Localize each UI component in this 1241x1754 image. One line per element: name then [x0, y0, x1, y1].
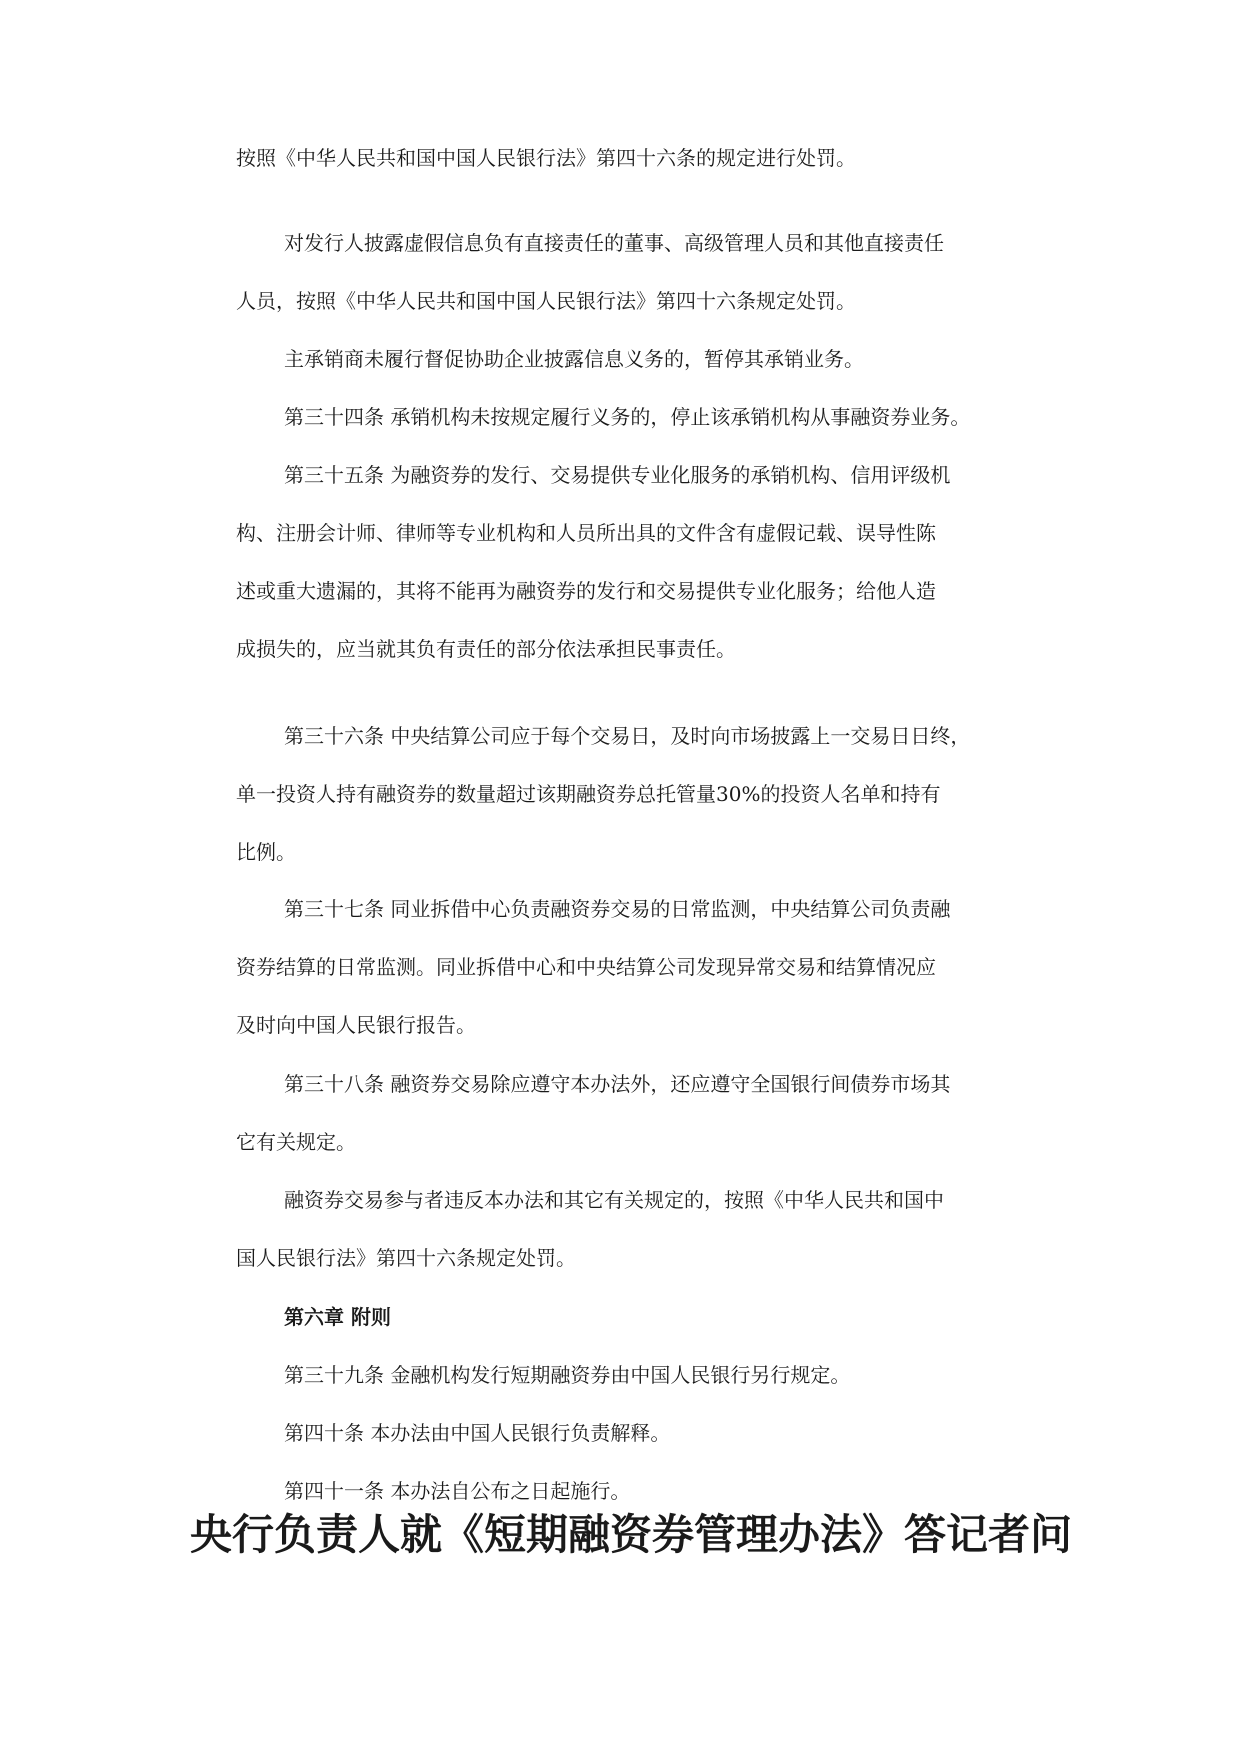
text-line: 单一投资人持有融资券的数量超过该期融资券总托管量30%的投资人名单和持有	[236, 782, 941, 806]
text-line: 第四十条 本办法由中国人民银行负责解释。	[284, 1421, 671, 1445]
text-line: 第四十一条 本办法自公布之日起施行。	[284, 1479, 631, 1503]
paragraph-lead-underwriter	[236, 330, 1016, 388]
paragraph-trading-participants	[236, 1171, 1016, 1287]
text-line: 第三十七条 同业拆借中心负责融资券交易的日常监测，中央结算公司负责融	[284, 897, 951, 921]
article-37	[236, 880, 1016, 1054]
text-line: 融资券交易参与者违反本办法和其它有关规定的，按照《中华人民共和国中	[284, 1188, 944, 1212]
article-40	[236, 1404, 1016, 1462]
text-line: 第三十八条 融资券交易除应遵守本办法外，还应遵守全国银行间债券市场其	[284, 1072, 951, 1096]
paragraph-penalty-continuation	[236, 129, 1016, 187]
article-36	[236, 707, 1016, 881]
text-line: 主承销商未履行督促协助企业披露信息义务的，暂停其承销业务。	[284, 347, 864, 371]
text-line: 第三十四条 承销机构未按规定履行义务的，停止该承销机构从事融资券业务。	[284, 405, 971, 429]
chapter-heading: 第六章 附则	[284, 1305, 391, 1329]
text-line: 国人民银行法》第四十六条规定处罚。	[236, 1246, 576, 1270]
text-line: 构、注册会计师、律师等专业机构和人员所出具的文件含有虚假记载、误导性陈	[236, 521, 936, 545]
document-title: 央行负责人就《短期融资券管理办法》答记者问	[190, 1510, 1073, 1559]
text-line: 成损失的，应当就其负有责任的部分依法承担民事责任。	[236, 637, 736, 661]
text-line: 资券结算的日常监测。同业拆借中心和中央结算公司发现异常交易和结算情况应	[236, 955, 936, 979]
text-line: 第三十九条 金融机构发行短期融资券由中国人民银行另行规定。	[284, 1363, 851, 1387]
text-line: 及时向中国人民银行报告。	[236, 1013, 476, 1037]
paragraph-issuer-false-info	[236, 214, 1016, 330]
article-34	[236, 388, 1016, 446]
text-line: 第三十六条 中央结算公司应于每个交易日，及时向市场披露上一交易日日终，	[284, 724, 971, 748]
text-line: 述或重大遗漏的，其将不能再为融资券的发行和交易提供专业化服务；给他人造	[236, 579, 936, 603]
article-38	[236, 1055, 1016, 1171]
text-line: 比例。	[236, 840, 296, 864]
article-39	[236, 1346, 1016, 1404]
text-line: 人员，按照《中华人民共和国中国人民银行法》第四十六条规定处罚。	[236, 289, 856, 313]
text-line: 第三十五条 为融资券的发行、交易提供专业化服务的承销机构、信用评级机	[284, 463, 951, 487]
text-line: 对发行人披露虚假信息负有直接责任的董事、高级管理人员和其他直接责任	[284, 231, 944, 255]
text-line: 它有关规定。	[236, 1130, 356, 1154]
text-line: 按照《中华人民共和国中国人民银行法》第四十六条的规定进行处罚。	[236, 146, 856, 170]
article-35	[236, 446, 1016, 678]
